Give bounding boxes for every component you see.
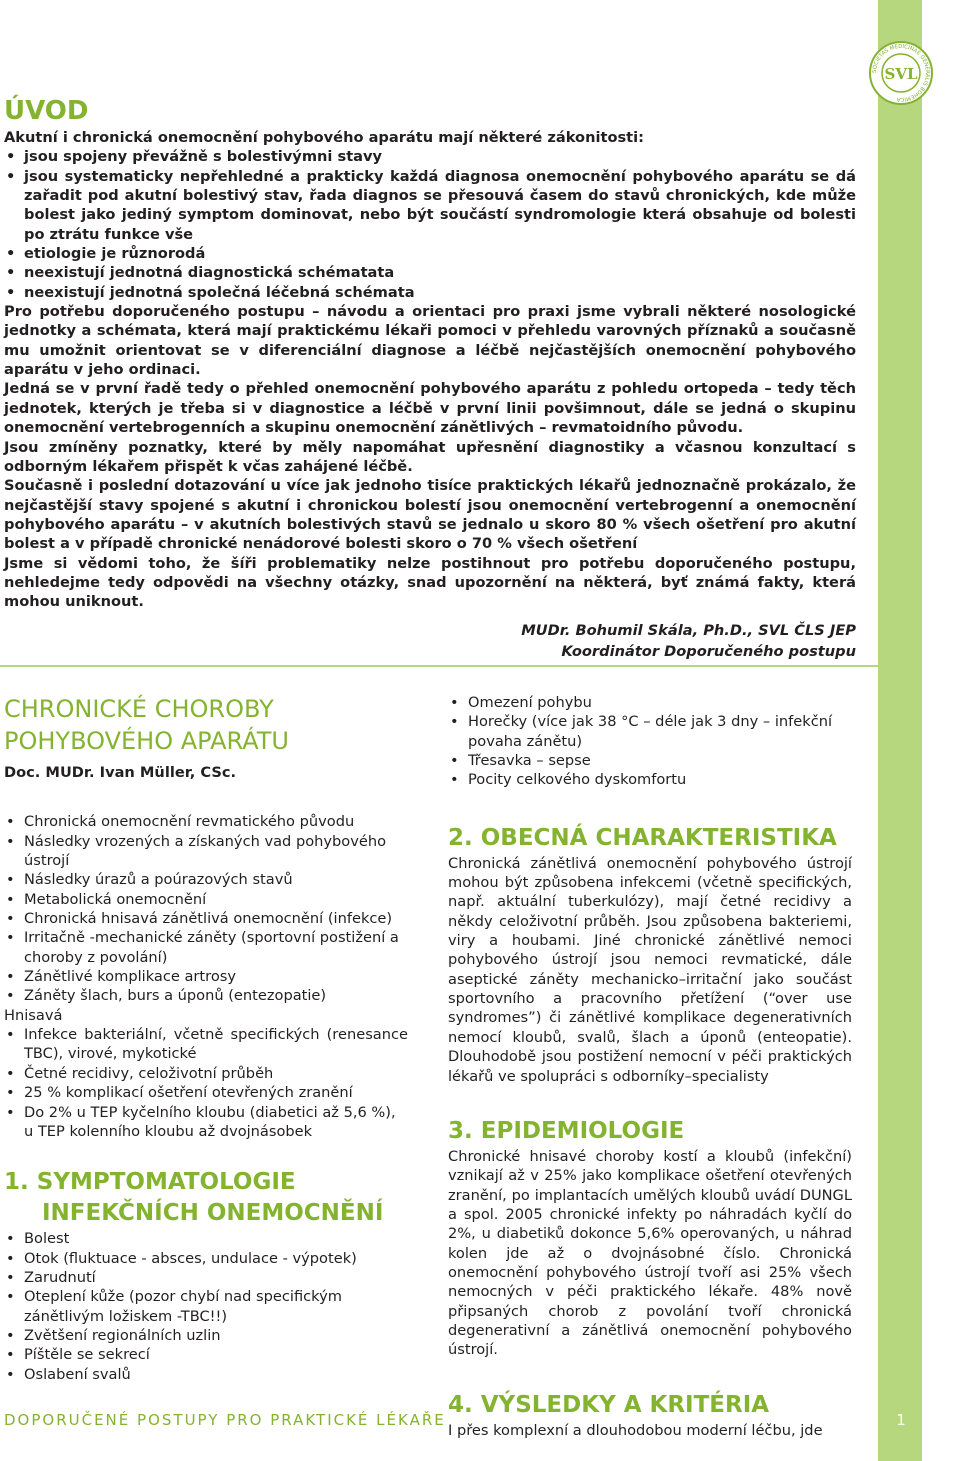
list-item: • Zarudnutí: [4, 1268, 408, 1287]
list-item: • Zvětšení regionálních uzlin: [4, 1326, 408, 1345]
list-item: • Četné recidivy, celoživotní průběh: [4, 1064, 408, 1083]
list-item: • Metabolická onemocnění: [4, 890, 408, 909]
list-item: • 25 % komplikací ošetření otevřených zranění: [4, 1083, 408, 1102]
section-title-2: 2. OBECNÁ CHARAKTERISTIKA: [448, 824, 837, 851]
signature-role: Koordinátor Doporučeného postupu: [561, 642, 856, 660]
intro-bullet: • etiologie je různorodá: [4, 244, 856, 263]
list-item: • Následky úrazů a poúrazových stavů: [4, 870, 408, 889]
list-item: • Oslabení svalů: [4, 1365, 408, 1384]
intro-bullet: • neexistují jednotná společná léčebná schémata: [4, 283, 856, 302]
page-number: 1: [896, 1411, 906, 1429]
list-item: • Třesavka – sepse: [448, 751, 852, 770]
list-item: • Chronická hnisavá zánětlivá onemocnění (infekce): [4, 909, 408, 928]
list-item: • Do 2% u TEP kyčelního kloubu (diabetici až 5,6 %), u TEP kolenního kloubu až dvojnásobek: [4, 1103, 408, 1142]
section-title-3: 3. EPIDEMIOLOGIE: [448, 1117, 685, 1144]
list-item: • Chronická onemocnění revmatického původu: [4, 812, 408, 831]
intro-bullet: • jsou systematicky nepřehledné a prakticky každá diagnosa onemocnění pohybového aparátu se dá zařadit pod akutní bolestivý stav, řada diagnos se přesouvá časem do stavů chronických, kde může bolest jako jediný symptom dominovat, nebo být součástí syndromologie která obsahuje od bolesti po ztrátu funkce vše: [4, 167, 856, 244]
signature: [4, 620, 856, 662]
intro-lead: Akutní i chronická onemocnění pohybového aparátu mají některé zákonitosti:: [4, 129, 644, 146]
intro-paragraph: Jsme si vědomi toho, že šíři problematiky nelze postihnout pro potřebu doporučeného postupu, nehledejme tedy odpovědi na všechny otázky, snad upozornění na některá, byť známá fakty, která mohou uniknout.: [4, 554, 856, 611]
section-2-text: Chronická zánětlivá onemocnění pohybového ústrojí mohou být způsobena infekcemi (včetně specifických, např. aktuální tuberkulózy), mají četné recidivy a někdy celoživotní průběh. Jsou způsobena bakteriemi, viry a houbami. Jiné chronické zánětlivé nemoci pohybového ústrojí jsou nemoci revmatické, dále aseptické záněty mechanicko–irritační jako součást sportovního a pracovního přetížení (“over use syndromes”) či zánětlivé komplikace degenerativních nemocí kloubů, svalů, šlach a úponů (enteopatie). Dlouhodobě jsou postižení nemocní v péči praktických lékařů ve spolupráci s odborníky–specialisty: [448, 854, 852, 1085]
page-side-bar: [878, 0, 922, 1461]
intro-paragraph: Jsou zmíněny poznatky, které by měly napomáhat upřesnění diagnostiky a včasnou konzultací s odborným lékařem přispět k včas zahájené léčbě.: [4, 438, 856, 475]
intro-paragraph: Pro potřebu doporučeného postupu – návodu a orientaci pro praxi jsme vybrali některé nosologické jednotky a schémata, která mají praktickému lékaři pomoci v přehledu varovných příznaků a současně mu umožnit orientovat se v diferenciální diagnose a léčbě nejčastějších onemocnění pohybového aparátu v jeho ordinaci.: [4, 303, 856, 379]
list-item: • Omezení pohybu: [448, 693, 852, 712]
list-item: • Otok (fluktuace - absces, undulace - výpotek): [4, 1249, 408, 1268]
seal-monogram: SVL: [884, 65, 918, 83]
list-item: • Záněty šlach, burs a úponů (entezopatie): [4, 986, 408, 1005]
intro-bullet: • jsou spojeny převážně s bolestivýmni stavy: [4, 147, 856, 166]
section-4-text: I přes komplexní a dlouhodobou moderní léčbu, jde: [448, 1421, 823, 1439]
section-title-4: 4. VÝSLEDKY A KRITÉRIA: [448, 1391, 770, 1418]
left-column: [4, 693, 408, 1384]
seal-ring-text: SOCIETAS MEDICINAE GENERALIS BOHEMICA: [871, 43, 931, 103]
intro-bullet: • neexistují jednotná diagnostická schématata: [4, 263, 856, 282]
intro-title: ÚVOD: [4, 96, 89, 126]
list-item: • Infekce bakteriální, včetně specifických (renesance TBC), virové, mykotické: [4, 1025, 408, 1064]
list-item: • Píštěle se sekrecí: [4, 1345, 408, 1364]
article-title-line2: POHYBOVÉHO APARÁTU: [4, 727, 289, 755]
list-item: • Bolest: [4, 1229, 408, 1248]
section-divider: [0, 665, 878, 667]
intro-section: [4, 96, 856, 662]
intro-paragraph: Jedná se v první řadě tedy o přehled onemocnění pohybového aparátu z pohledu ortopeda – tedy těch jednotek, kterých je třeba si v diagnostice a léčbě v první linii povšimnout, dále se jedná o skupinu onemocnění vertebrogenních a skupinu onemocnění zánětlivých – revmatoidního původu.: [4, 380, 856, 437]
list-item: • Zánětlivé komplikace artrosy: [4, 967, 408, 986]
list-item: • Irritačně -mechanické záněty (sportovní postižení a choroby z povolání): [4, 928, 408, 967]
list-item: • Horečky (více jak 38 °C – déle jak 3 dny – infekční povaha zánětu): [448, 712, 852, 751]
signature-name: MUDr. Bohumil Skála, Ph.D., SVL ČLS JEP: [521, 621, 856, 639]
running-footer: DOPORUČENÉ POSTUPY PRO PRAKTICKÉ LÉKAŘE: [4, 1411, 446, 1429]
section-title-1: 1. SYMPTOMATOLOGIE: [4, 1169, 296, 1196]
intro-paragraph: Současně i poslední dotazování u více jak jednoho tisíce praktických lékařů jednoznačně prokázalo, že nejčastější stavy spojené s akutní i chronickou bolestí jsou onemocnění vertebrogenní a onemocnění pohybového aparátu – v akutních bolestivých stavů se jednalo u skoro 80 % všech ošetření pro akutní bolest a v případě chronické nenádorové bolesti skoro o 70 % všech ošetření: [4, 477, 856, 553]
article-title-line1: CHRONICKÉ CHOROBY: [4, 695, 274, 723]
society-seal-icon: [868, 40, 934, 106]
list-item: • Oteplení kůže (pozor chybí nad specifickým zánětlivým ložiskem -TBC!!): [4, 1287, 408, 1326]
list-item: • Pocity celkového dyskomfortu: [448, 770, 852, 789]
section-3-text: Chronické hnisavé choroby kostí a kloubů (infekční) vznikají až v 25% jako komplikace ošetření otevřených zranění, po implantacích umělých kloubů uvádí DUNGL a spol. 2005 chronické infekty po náhradách kyčlí do 2%, u diabetiků dokonce 5,6% operovaných, u náhrad kolen jde až o dvojnásobné číslo. Chronická onemocnění pohybového ústrojí tvoří asi 25% všech nemocných v péči praktického lékaře. 48% nově připsaných chorob z povolání tvoří chronická degenerativní a zánětlivá onemocnění pohybového ústrojí.: [448, 1147, 852, 1359]
list-item: • Následky vrozených a získaných vad pohybového ústrojí: [4, 832, 408, 871]
right-column: [448, 693, 852, 1440]
article-author: Doc. MUDr. Ivan Müller, CSc.: [4, 764, 237, 781]
list-subheading: Hnisavá: [4, 1006, 63, 1024]
section-title-1-cont: INFEKČNÍCH ONEMOCNĚNÍ: [42, 1200, 384, 1227]
